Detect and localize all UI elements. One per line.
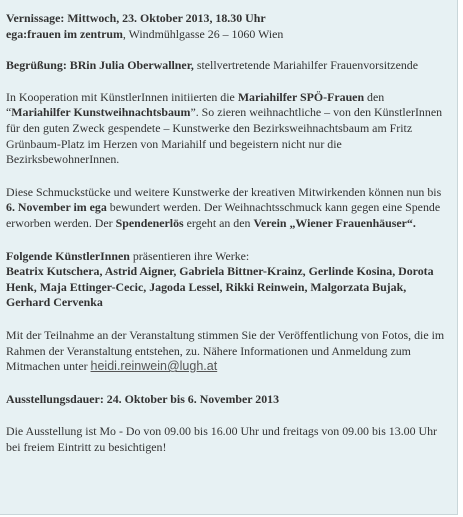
kooperation-text-2: den “ bbox=[6, 89, 385, 120]
begruessung-speaker: Begrüßung: BRin Julia Oberwallner, bbox=[6, 58, 194, 73]
venue-address: , Windmühlgasse 26 – 1060 Wien bbox=[122, 26, 284, 41]
contact-email-link[interactable]: heidi.reinwein@lugh.at bbox=[90, 359, 218, 374]
kuenstler-intro-rest: präsentieren ihre Werke: bbox=[129, 248, 250, 263]
vernissage-paragraph bbox=[6, 11, 449, 42]
oeffnungszeiten: Die Ausstellung ist Mo - Do von 09.00 bis 16.00 Uhr und freitags von 09.00 bis 13.00 Uhr bei freiem Eintritt zu besichtigen! bbox=[6, 424, 438, 454]
kooperation-organizer: Mariahilfer SPÖ-Frauen bbox=[237, 89, 365, 104]
schmuck-proceeds: Spendenerlös bbox=[115, 215, 184, 230]
begruessung-paragraph bbox=[6, 58, 449, 74]
kooperation-project: Mariahilfer Kunstweihnachtsbaum bbox=[11, 105, 191, 120]
schmuck-text-1: Diese Schmuckstücke und weitere Kunstwerke der kreativen Mitwirkenden können nun bis bbox=[6, 184, 442, 199]
oeffnung-paragraph bbox=[6, 424, 449, 455]
kuenstler-paragraph bbox=[6, 249, 449, 311]
teilnahme-paragraph bbox=[6, 328, 449, 375]
kuenstler-intro: Folgende KünstlerInnen bbox=[6, 248, 130, 263]
dauer-paragraph bbox=[6, 392, 449, 408]
kooperation-text-1: In Kooperation mit KünstlerInnen initiierten die bbox=[6, 89, 238, 104]
kooperation-paragraph bbox=[6, 90, 449, 168]
kooperation-text-3: ”. So zieren weihnachtliche – von den KünstlerInnen für den guten Zweck gespendete – Kunstwerke den Bezirksweihnachtsbaum am Fritz Grünbaum-Platz im Herzen von Mariahilf und begeistern nicht nur die BezirksbewohnerInnen. bbox=[6, 105, 443, 167]
schmuck-paragraph bbox=[6, 185, 449, 232]
ausstellungsdauer: Ausstellungsdauer: 24. Oktober bis 6. November 2013 bbox=[6, 391, 280, 406]
begruessung-role: stellvertretende Mariahilfer Frauenvorsitzende bbox=[193, 58, 419, 73]
schmuck-text-3: ergeht an den bbox=[183, 215, 254, 230]
venue-name: ega:frauen im zentrum bbox=[6, 26, 123, 41]
kuenstler-names: Beatrix Kutschera, Astrid Aigner, Gabriela Bittner-Krainz, Gerlinde Kosina, Dorota Henk, Maja Ettinger-Cecic, Jagoda Lessel, Rikki Reinwein, Malgorzata Bujak, Gerhard Cervenka bbox=[6, 264, 434, 310]
schmuck-beneficiary: Verein „Wiener Frauenhäuser“. bbox=[253, 215, 416, 230]
teilnahme-text: Mit der Teilnahme an der Veranstaltung stimmen Sie der Veröffentlichung von Fotos, die im Rahmen der Veranstaltung entstehen, zu. Nähere Informationen und Anmeldung zum Mitmachen unter bbox=[6, 327, 445, 374]
schmuck-deadline: 6. November im ega bbox=[6, 200, 107, 215]
vernissage-date: Vernissage: Mittwoch, 23. Oktober 2013, 18.30 Uhr bbox=[6, 11, 266, 25]
schmuck-text-2: bewundert werden. Der Weihnachtsschmuck kann gegen eine Spende erworben werden. Der bbox=[6, 200, 441, 230]
